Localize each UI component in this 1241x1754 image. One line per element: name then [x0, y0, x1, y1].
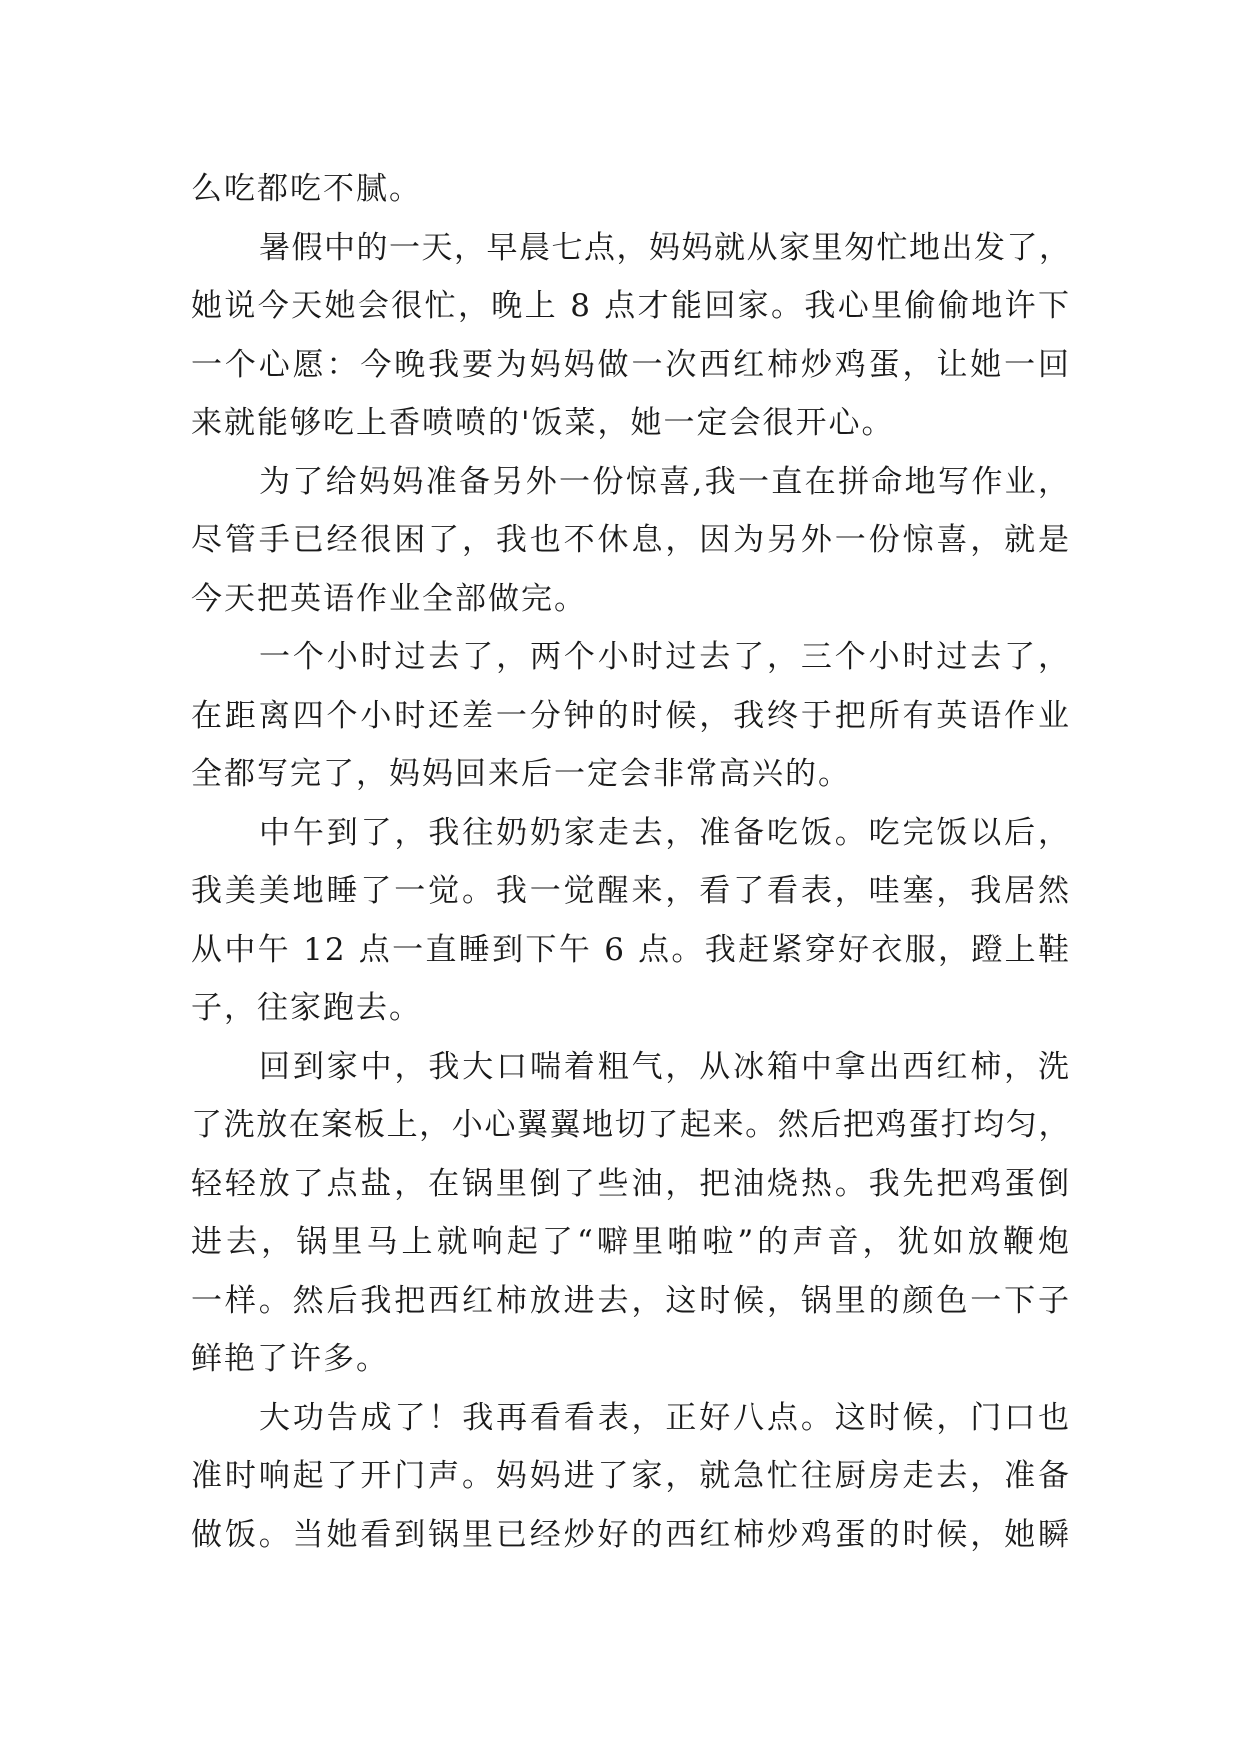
- text-line: 一样。然后我把西红柿放进去，这时候，锅里的颜色一下子: [191, 1282, 1071, 1319]
- text-line: 来就能够吃上香喷喷的'饭菜，她一定会很开心。: [191, 405, 895, 441]
- text-line: 她说今天她会很忙，晚上 8 点才能回家。我心里偷偷地许下: [191, 288, 1071, 324]
- text-line: 中午到了，我往奶奶家走去，准备吃饭。吃完饭以后，: [259, 814, 1071, 851]
- paragraph-4: [191, 628, 1071, 804]
- text-line: 准时响起了开门声。妈妈进了家，就急忙往厨房走去，准备: [191, 1458, 1071, 1494]
- text-line: 我美美地睡了一觉。我一觉醒来，看了看表，哇塞，我居然: [191, 873, 1071, 909]
- text-line: 尽管手已经很困了，我也不休息，因为另外一份惊喜，就是: [191, 522, 1071, 558]
- text-line: 今天把英语作业全部做完。: [191, 580, 587, 617]
- paragraph-3: [191, 453, 1071, 629]
- text-line: 暑假中的一天，早晨七点，妈妈就从家里匆忙地出发了，: [259, 229, 1071, 266]
- text-line: 轻轻放了点盐，在锅里倒了些油，把油烧热。我先把鸡蛋倒: [191, 1165, 1071, 1202]
- text-line: 进去，锅里马上就响起了“噼里啪啦”的声音，犹如放鞭炮: [191, 1224, 1071, 1260]
- text-line: 做饭。当她看到锅里已经炒好的西红柿炒鸡蛋的时候，她瞬: [191, 1516, 1071, 1553]
- text-line: 子，往家跑去。: [191, 990, 422, 1026]
- text-line: 回到家中，我大口喘着粗气，从冰箱中拿出西红柿，洗: [259, 1048, 1071, 1085]
- text-line: 么吃都吃不腻。: [191, 171, 422, 207]
- paragraph-7: [191, 1389, 1071, 1565]
- text-line: 大功告成了！我再看看表，正好八点。这时候，门口也: [259, 1399, 1071, 1436]
- paragraph-1: [191, 160, 1071, 219]
- text-line: 全都写完了，妈妈回来后一定会非常高兴的。: [191, 756, 851, 792]
- paragraph-2: [191, 219, 1071, 453]
- text-line: 从中午 12 点一直睡到下午 6 点。我赶紧穿好衣服，蹬上鞋: [191, 931, 1071, 968]
- document-body: [191, 160, 1071, 1564]
- paragraph-5: [191, 804, 1071, 1038]
- text-line: 一个小时过去了，两个小时过去了，三个小时过去了，: [259, 639, 1071, 675]
- text-line: 鲜艳了许多。: [191, 1341, 389, 1377]
- text-line: 为了给妈妈准备另外一份惊喜,我一直在拼命地写作业，: [259, 463, 1071, 500]
- text-line: 一个心愿：今晚我要为妈妈做一次西红柿炒鸡蛋，让她一回: [191, 346, 1071, 383]
- text-line: 在距离四个小时还差一分钟的时候，我终于把所有英语作业: [191, 697, 1071, 734]
- text-line: 了洗放在案板上，小心翼翼地切了起来。然后把鸡蛋打均匀，: [191, 1107, 1071, 1143]
- paragraph-6: [191, 1038, 1071, 1389]
